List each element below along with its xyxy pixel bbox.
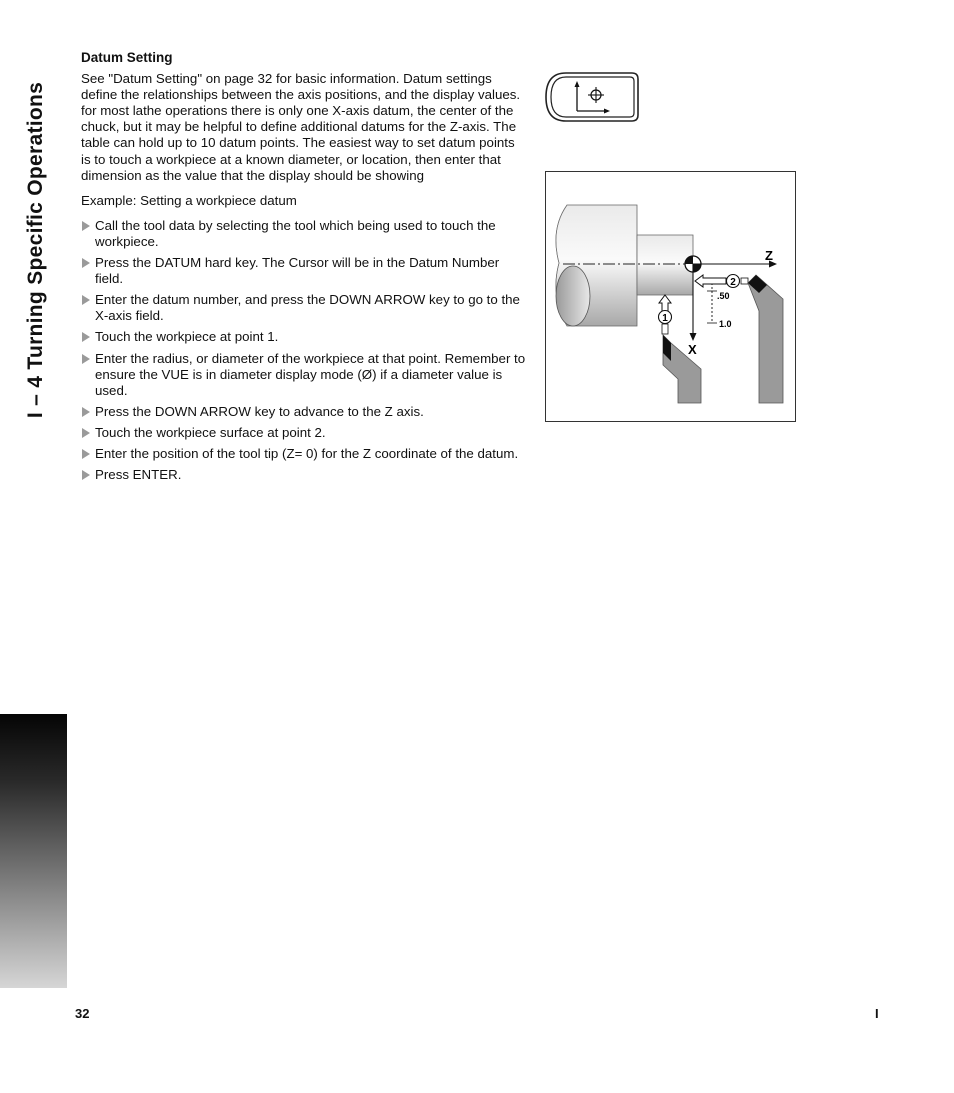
dimension-050-label: .50 <box>717 291 730 301</box>
step-item <box>81 446 526 462</box>
z-axis-label: Z <box>765 248 773 263</box>
page-number: 32 <box>75 1006 90 1021</box>
step-item <box>81 425 526 441</box>
datum-setting-diagram <box>545 171 796 422</box>
chapter-marker: I <box>875 1006 879 1021</box>
step-item <box>81 218 526 250</box>
step-text: Touch the workpiece at point 1. <box>95 329 279 345</box>
step-text: Enter the radius, or diameter of the workpiece at that point. Remember to ensure the VUE is in diameter display mode (Ø) if a diameter value is used. <box>95 350 526 398</box>
step-item <box>81 351 526 399</box>
datum-setting-section <box>81 50 526 488</box>
step-item <box>81 404 526 420</box>
intro-paragraph: See "Datum Setting" on page 32 for basic information. Datum settings define the relationships between the axis positions, and the display values. for most lathe operations there is only one X-axis datum, the center of the chuck, but it may be helpful to define additional datums for the Z-axis. The table can hold up to 10 datum points. The easiest way to set datum points is to touch a workpiece at a known diameter, or location, then enter that dimension as the value that the display should be showing <box>81 71 521 183</box>
bullet-triangle-icon <box>82 449 90 459</box>
chapter-side-title <box>16 50 56 450</box>
dimension-1-0-label: 1.0 <box>719 319 732 329</box>
step-text: Touch the workpiece surface at point 2. <box>95 424 326 440</box>
chapter-tab-gradient <box>0 714 67 988</box>
step-item <box>81 329 526 345</box>
point-1-label: 1 <box>662 313 668 324</box>
section-heading: Datum Setting <box>81 50 173 65</box>
bullet-triangle-icon <box>82 258 90 268</box>
point-2-label: 2 <box>730 277 736 288</box>
step-item <box>81 467 526 483</box>
step-list <box>81 218 526 483</box>
step-text: Press the DATUM hard key. The Cursor will be in the Datum Number field. <box>95 255 500 287</box>
chapter-title-text: I – 4 Turning Specific Operations <box>24 81 47 419</box>
datum-key-icon <box>544 71 640 123</box>
step-text: Press the DOWN ARROW key to advance to the Z axis. <box>95 403 424 419</box>
bullet-triangle-icon <box>82 354 90 364</box>
bullet-triangle-icon <box>82 428 90 438</box>
step-item <box>81 292 526 324</box>
bullet-triangle-icon <box>82 407 90 417</box>
step-text: Enter the datum number, and press the DOWN ARROW key to go to the X-axis field. <box>95 292 520 324</box>
bullet-triangle-icon <box>82 295 90 305</box>
example-paragraph: Example: Setting a workpiece datum <box>81 192 297 208</box>
step-text: Enter the position of the tool tip (Z= 0) for the Z coordinate of the datum. <box>95 445 519 461</box>
bullet-triangle-icon <box>82 470 90 480</box>
x-axis-label: X <box>688 342 697 357</box>
step-text: Call the tool data by selecting the tool which being used to touch the workpiece. <box>95 217 496 249</box>
step-item <box>81 255 526 287</box>
bullet-triangle-icon <box>82 221 90 231</box>
bullet-triangle-icon <box>82 332 90 342</box>
step-text: Press ENTER. <box>95 467 182 483</box>
